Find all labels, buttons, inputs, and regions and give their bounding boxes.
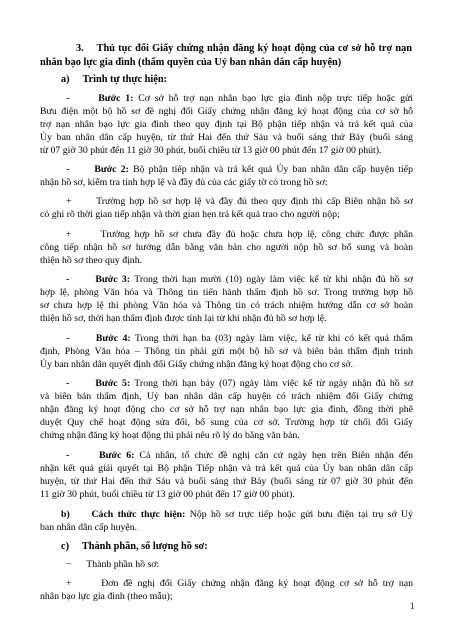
step-4-label: Bước 4: <box>95 333 131 344</box>
page-number: 1 <box>410 601 415 611</box>
section-c-heading: c) Thành phần, số lượng hồ sơ: <box>61 541 208 552</box>
heading-title: Thủ tục đổi Giấy chứng nhận đăng ký hoạt động của cơ sở hỗ trợ nạn <box>96 43 412 54</box>
step-3-label: Bước 3: <box>95 274 131 285</box>
section-b-line-2: ban nhân dân cấp huyện. <box>40 522 138 533</box>
step-2-line-1: - Bước 2: Bộ phận tiếp nhận và trả kết quả Ủy ban nhân dân cấp huyện tiếp <box>66 164 414 175</box>
step-5-line-4: duyệt Quy chế hoạt động sửa đổi, bổ sung của cơ sở. Trường hợp từ chối đổi Giấy <box>40 417 413 428</box>
step-1-label: Bước 1: <box>98 93 134 104</box>
step-3-line-1: - Bước 3: Trong thời hạn mười (10) ngày làm việc kể từ khi nhận đủ hồ sơ <box>66 274 413 285</box>
step-3-line-2: hợp lệ, phòng Văn hóa và Thông tin tiến hành thẩm định hồ sơ. Trong trường hợp hồ <box>40 287 413 298</box>
step-6-line-2: nhận kết quả giải quyết tại Bộ phận Tiếp nhận và trả kết quả của Ủy ban nhân dân cấp <box>40 463 413 474</box>
composition-label: − Thành phần hồ sơ: <box>66 559 160 570</box>
case-1-line-2: có ghi rõ thời gian tiếp nhận và thời gian hẹn trả kết quả trao cho người nộp; <box>40 209 340 220</box>
step-1-line-1: - Bước 1: Cơ sở hỗ trợ nạn nhân bạo lực gia đình nộp trực tiếp hoặc gửi <box>66 93 414 104</box>
step-6-label: Bước 6: <box>99 450 135 461</box>
step-6-line-3: huyện, từ thứ Hai đến thứ Sáu và buổi sáng thứ Bảy (buổi sáng từ 07 giờ 30 phút đến <box>40 476 413 487</box>
step-3-line-3: sơ chưa hợp lệ thì phòng Văn hóa và Thông tin có trách nhiệm hướng dẫn cơ sở hoàn <box>40 300 413 311</box>
step-1-line-3: trợ nạn nhân bạo lực gia đình theo quy định tại Bộ phận tiếp nhận và trả kết quả của <box>40 119 413 130</box>
step-4-line-2: định, Phòng Văn hóa – Thông tin phải gửi một bộ hồ sơ và biên bản thẩm định trình <box>40 346 413 357</box>
step-5-line-2: và biên bản thẩm định, Uỷ ban nhân dân cấp huyện có trách nhiệm đổi Giấy chứng <box>40 391 413 402</box>
step-3-line-4: thiện hồ sơ, thời hạn thẩm định được tính lại từ khi nhận đủ hồ sơ hợp lệ. <box>40 313 327 324</box>
step-4-line-1: - Bước 4: Trong thời hạn ba (03) ngày làm việc, kể từ khi có kết quả thẩm <box>66 333 414 344</box>
section-b-title: Cách thức thực hiện: <box>91 509 186 520</box>
step-1-line-4: Ủy ban nhân dân cấp huyện, từ thứ Hai đến thứ Sáu và buổi sáng thứ Bảy (buổi sáng <box>40 132 413 143</box>
composition-item-1-line-1: + Đơn đề nghị đổi Giấy chứng nhận đăng ký hoạt động cơ sở hỗ trợ nạn <box>66 578 414 589</box>
composition-item-1-line-2: nhân bạo lực gia đình (theo mẫu); <box>40 591 173 602</box>
step-2-line-2: nhận hồ sơ, kiểm tra tính hợp lệ và đầy đủ của các giấy tờ có trong hồ sơ: <box>40 177 328 188</box>
step-5-line-3: nhận đăng ký hoạt động cho cơ sở hỗ trợ nạn nhân bạo lực gia đình, đồng thời phê <box>40 404 413 415</box>
step-5-label: Bước 5: <box>95 378 131 389</box>
heading-line-2: nhân bạo lực gia đình (thẩm quyền của Uỷ ban nhân dân cấp huyện) <box>40 57 342 68</box>
case-2-line-1: + Trường hợp hồ sơ chưa đầy đủ hoặc chưa hợp lệ, công chức được phân <box>66 229 413 240</box>
section-b-line-1: b) Cách thức thực hiện: Nộp hồ sơ trực tiếp hoặc gửi bưu điện tại trụ sở Uỷ <box>61 509 413 520</box>
step-4-line-3: Ủy ban nhân dân quyết định đổi Giấy chứng nhận đăng ký hoạt động cho cơ sở. <box>40 359 354 370</box>
case-2-line-2: công tiếp nhận hồ sơ hướng dẫn bằng văn bản cho người nộp hồ sơ bổ sung và hoàn <box>40 242 413 253</box>
case-2-line-3: thiện hồ sơ theo quy định. <box>40 255 143 266</box>
step-2-label: Bước 2: <box>94 164 129 175</box>
step-5-line-5: chứng nhận đăng ký hoạt động thì phải nêu rõ lý do bằng văn bản. <box>40 430 300 441</box>
case-1-line-1: + Trường hợp hồ sơ hợp lệ và đầy đủ theo quy định thì cấp Biên nhận hồ sơ <box>66 196 413 207</box>
step-6-line-1: - Bước 6: Cá nhân, tổ chức đề nghị căn cứ ngày hẹn trên Biên nhận đến <box>66 450 414 461</box>
heading-line-1 <box>76 42 412 55</box>
step-5-line-1: - Bước 5: Trong thời hạn bảy (07) ngày làm việc kể từ ngày nhận đủ hồ sơ <box>66 378 414 389</box>
section-a-heading: a) Trình tự thực hiện: <box>61 74 167 85</box>
step-1-line-5: từ 07 giờ 30 phút đến 11 giờ 30 phút, buổi chiều từ 13 giờ 00 phút đến 17 giờ 00 phút). <box>40 145 382 156</box>
heading-number: 3. <box>76 43 84 54</box>
step-6-line-4: 11 giờ 30 phút, buổi chiều từ 13 giờ 00 phút đến 17 giờ 00 phút). <box>40 489 295 500</box>
step-1-line-2: Bưu điện một bộ hồ sơ đề nghị đổi Giấy chứng nhận đăng ký hoạt động của cơ sở hỗ <box>40 106 413 117</box>
